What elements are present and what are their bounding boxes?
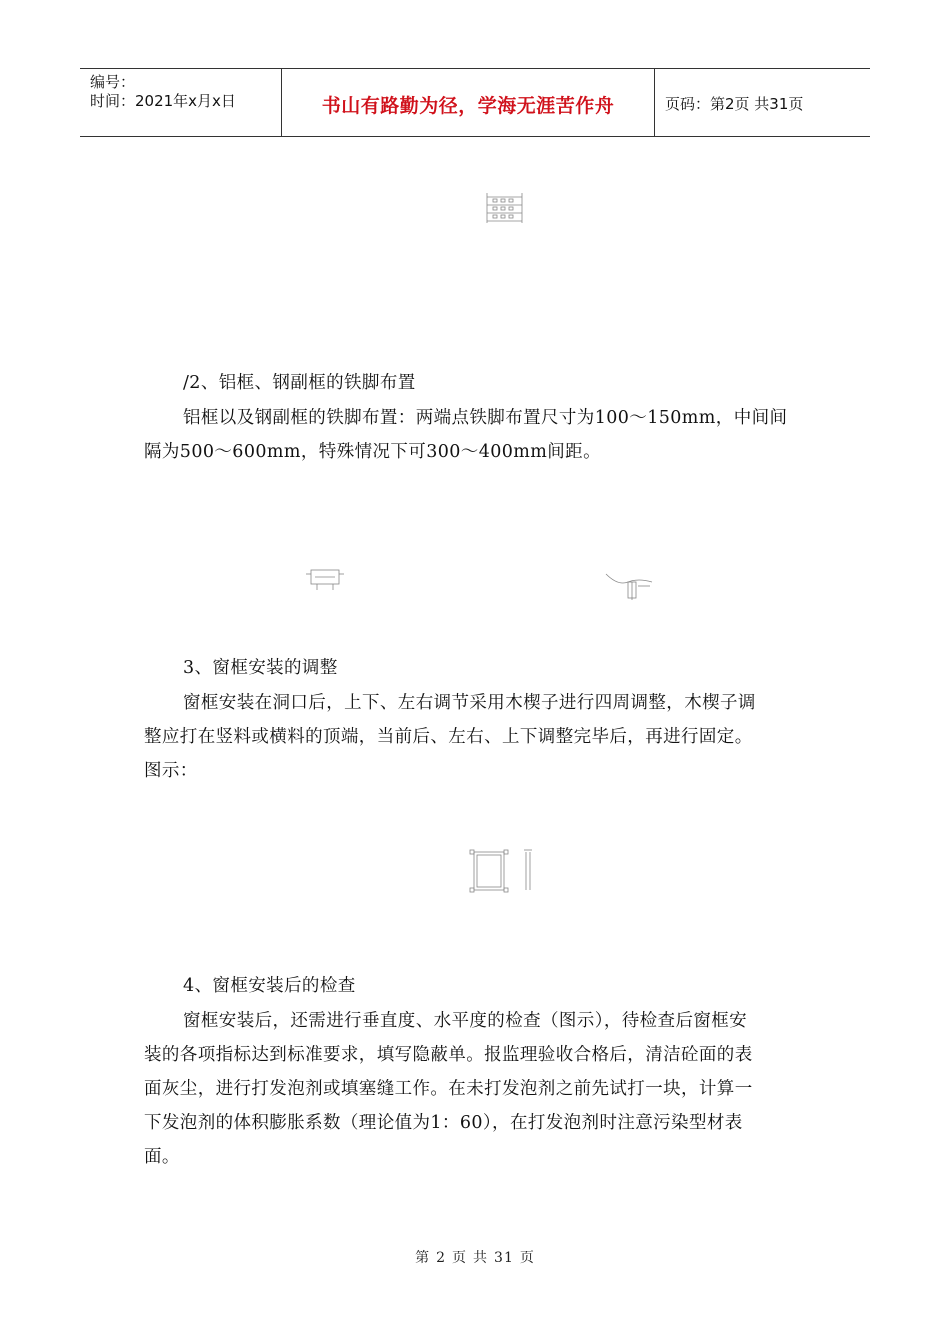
section-2-line-1: 铝框以及钢副框的铁脚布置：两端点铁脚布置尺寸为100～150mm，中间间 [183, 408, 788, 428]
section-4-line-1: 窗框安装后，还需进行垂直度、水平度的检查（图示），待检查后窗框安 [183, 1011, 748, 1031]
section-4-heading: 4、窗框安装后的检查 [183, 976, 356, 996]
section-2-line-2: 隔为500～600mm，特殊情况下可300～400mm间距。 [144, 442, 601, 462]
section-3-paragraph [144, 686, 812, 788]
footer-di: 第 [415, 1250, 431, 1266]
section-3-line-2: 整应打在竖料或横料的顶端，当前后、左右、上下调整完毕后，再进行固定。 [144, 727, 753, 747]
section-4-paragraph [144, 1004, 812, 1174]
footer-gong: 共 [473, 1250, 489, 1266]
grid-figure [484, 191, 526, 225]
page-info: 页码：第2页 共31页 [665, 95, 804, 113]
footer-total-pages: 31 [494, 1250, 514, 1266]
section-3-line-1: 窗框安装在洞口后，上下、左右调节采用木楔子进行四周调整，木楔子调 [183, 693, 756, 713]
section-4-line-5: 面。 [144, 1147, 180, 1167]
anchor-detail-figure-right [604, 572, 654, 602]
section-4-line-4: 下发泡剂的体积膨胀系数（理论值为1：60），在打发泡剂时注意污染型材表 [144, 1113, 743, 1133]
footer-ye: 页 [452, 1250, 468, 1266]
section-2-paragraph [144, 401, 812, 469]
section-4-line-2: 装的各项指标达到标准要求，填写隐蔽单。报监理验收合格后，清洁砼面的表 [144, 1045, 753, 1065]
motto: 书山有路勤为径，学海无涯苦作舟 [321, 95, 615, 117]
window-frame-figure [468, 846, 540, 894]
section-2-heading: /2、铝框、钢副框的铁脚布置 [183, 373, 416, 393]
header-page-cell [655, 69, 870, 136]
footer-ye-2: 页 [519, 1250, 535, 1266]
header-left-cell [80, 69, 282, 136]
page-footer [0, 1247, 950, 1267]
section-4-line-3: 面灰尘，进行打发泡剂或填塞缝工作。在未打发泡剂之前先试打一块，计算一 [144, 1079, 753, 1099]
section-3-line-3: 图示： [144, 761, 198, 781]
header-motto-cell [282, 69, 655, 136]
number-label: 编号： [90, 73, 136, 91]
page-header [80, 68, 870, 137]
footer-page-number: 2 [436, 1250, 447, 1266]
anchor-detail-figure-left [305, 566, 345, 592]
section-3-heading: 3、窗框安装的调整 [183, 658, 338, 678]
date-label: 时间：2021年x月x日 [90, 92, 236, 110]
